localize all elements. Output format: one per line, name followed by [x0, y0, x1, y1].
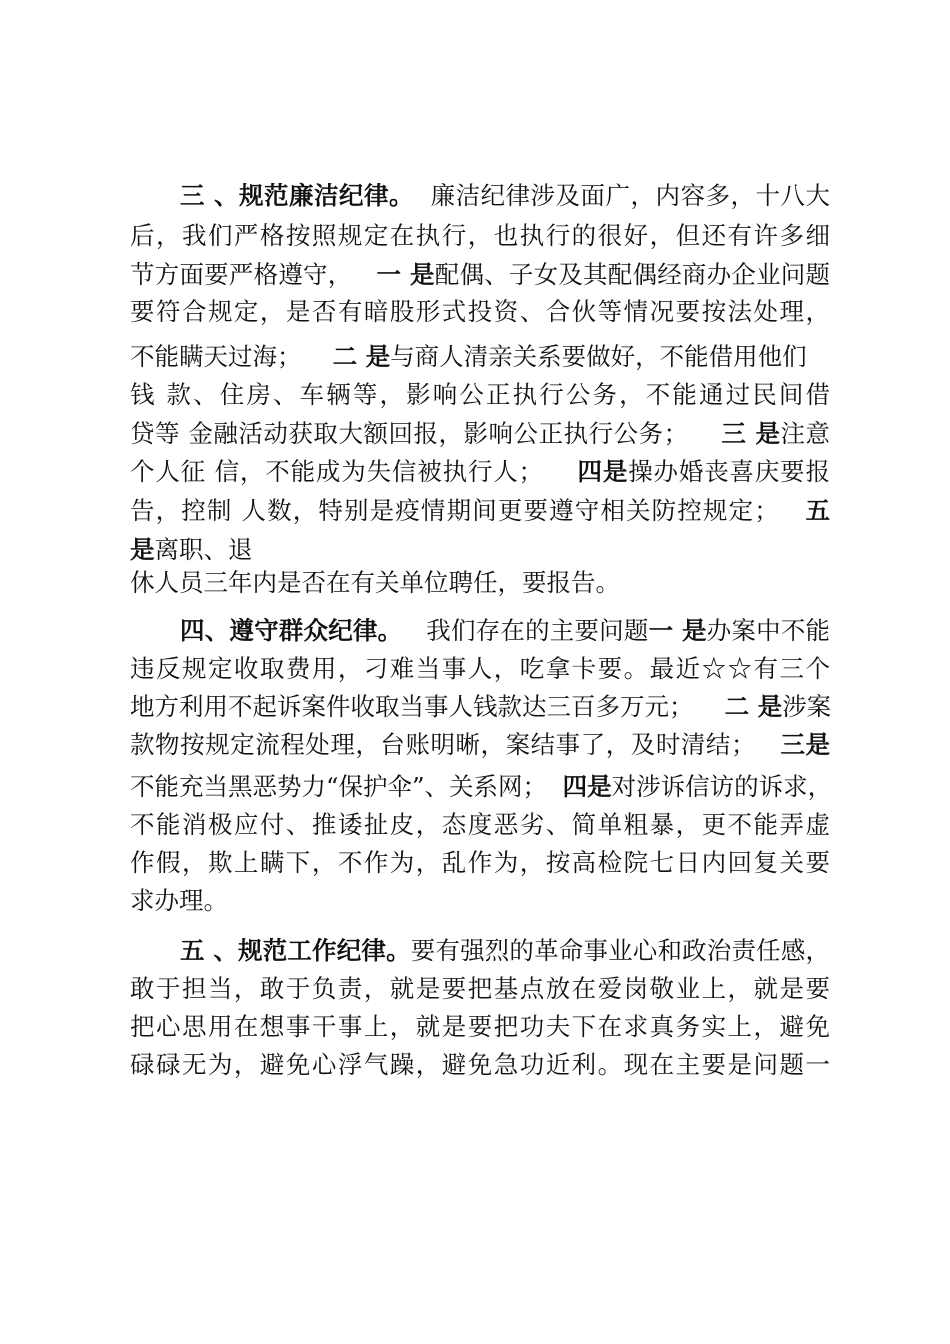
section4-line-6: 不能消极应付、推诿扯皮，态度恶劣、简单粗暴，更不能弄虚 [130, 810, 830, 839]
section3-line-4: 要符合规定，是否有暗股形式投资、合伙等情况要按法处理， [130, 297, 830, 326]
section3-line-2: 后，我们严格按照规定在执行，也执行的很好，但还有许多细 [130, 221, 830, 250]
section3-line-1: 三 、规范廉洁纪律。 廉洁纪律涉及面广，内容多，十八大 [180, 181, 831, 210]
section4-line-1: 四、遵守群众纪律。 我们存在的主要问题一 是办案中不能 [180, 616, 831, 645]
section5-line-2: 敢于担当，敢于负责，就是要把基点放在爱岗敬业上，就是要 [130, 974, 830, 1003]
section3-heading: 三 、规范廉洁纪律。 [180, 181, 414, 210]
section3-line-8: 个人征 信，不能成为失信被执行人； 四是操办婚丧喜庆要报 [130, 457, 831, 486]
section4-line-2: 违反规定收取费用，刁难当事人，吃拿卡要。最近☆☆有三个 [130, 654, 830, 683]
section3-line-11: 休人员三年内是否在有关单位聘任，要报告。 [130, 568, 620, 597]
section5-line-1: 五 、规范工作纪律。要有强烈的革命事业心和政治责任感， [180, 936, 830, 965]
section3-line-6: 钱 款、住房、车辆等，影响公正执行公务，不能通过民间借 [130, 380, 830, 409]
section3-line-7: 贷等 金融活动获取大额回报，影响公正执行公务； 三 是注意 [130, 419, 831, 448]
section3-line-10: 是离职、退 [130, 535, 253, 564]
section4-line-7: 作假，欺上瞒下，不作为，乱作为，按高检院七日内回复关要 [130, 848, 830, 877]
section3-line-9: 告，控制 人数，特别是疫情期间更要遵守相关防控规定； 五 [130, 496, 830, 525]
section5-line-4: 碌碌无为，避免心浮气躁，避免急功近利。现在主要是问题一 [130, 1050, 830, 1079]
section3-line-5: 不能瞒天过海； 二 是与商人清亲关系要做好，不能借用他们 [130, 342, 807, 371]
section4-heading: 四、遵守群众纪律。 [180, 616, 403, 645]
section5-line-3: 把心思用在想事干事上，就是要把功夫下在求真务实上，避免 [130, 1012, 830, 1041]
section4-line-8: 求办理。 [130, 886, 228, 915]
section4-line-5: 不能充当黑恶势力“保护伞”、关系网； 四是对涉诉信访的诉求， [130, 772, 833, 801]
section5-heading: 五 、规范工作纪律。 [180, 936, 411, 965]
section4-line-3: 地方利用不起诉案件收取当事人钱款达三百多万元； 二 是涉案 [130, 692, 832, 721]
section3-line-3: 节方面要严格遵守， 一 是配偶、子女及其配偶经商办企业问题 [130, 260, 831, 289]
section4-line-4: 款物按规定流程处理，台账明晰，案结事了，及时清结； 三是 [130, 730, 830, 759]
